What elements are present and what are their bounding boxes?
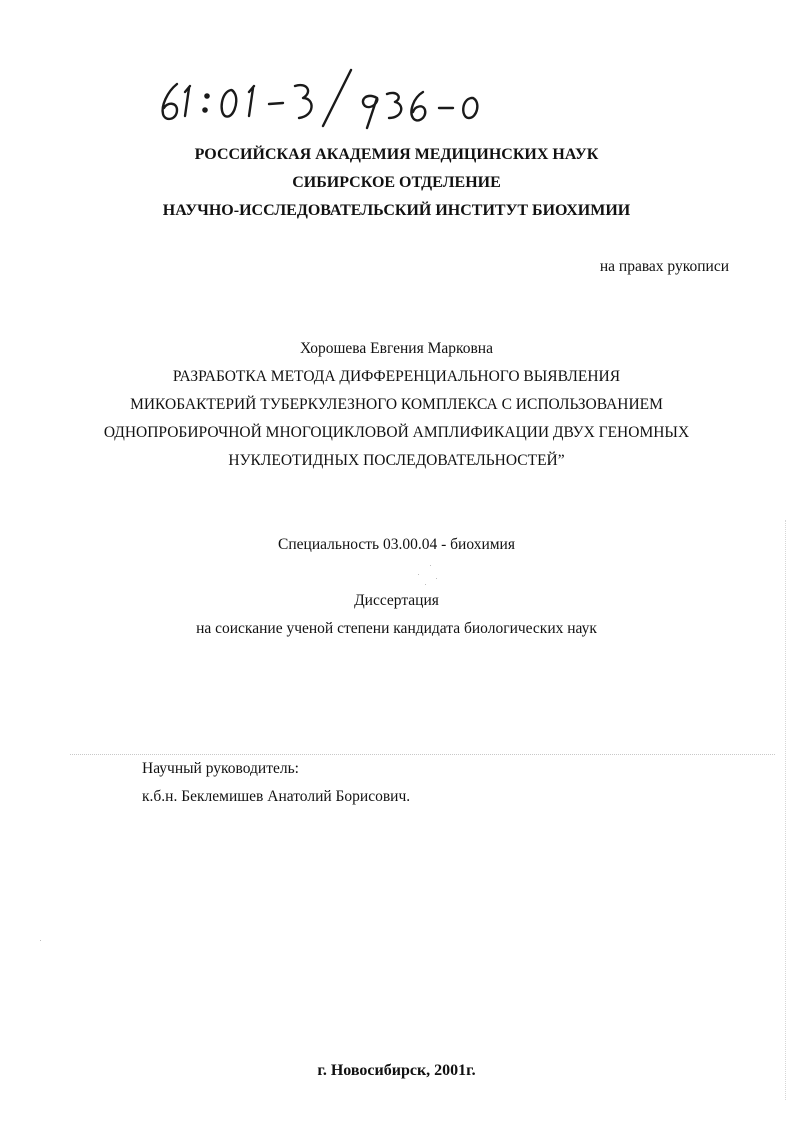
header-institute: НАУЧНО-ИССЛЕДОВАТЕЛЬСКИЙ ИНСТИТУТ БИОХИМИИ (162, 202, 631, 219)
header-branch: СИБИРСКОЕ ОТДЕЛЕНИЕ (292, 174, 501, 191)
handwritten-archive-number (155, 62, 495, 142)
supervisor-label: Научный руководитель: (142, 760, 299, 777)
title-line-3: ОДНОПРОБИРОЧНОЙ МНОГОЦИКЛОВОЙ АМПЛИФИКАЦИИ ДВУХ ГЕНОМНЫХ (103, 424, 690, 441)
scan-speck (425, 584, 426, 585)
scan-edge-artifact (785, 520, 787, 1100)
title-line-4: НУКЛЕОТИДНЫХ ПОСЛЕДОВАТЕЛЬНОСТЕЙ” (228, 452, 565, 469)
city-year: г. Новосибирск, 2001г. (317, 1062, 476, 1079)
rights-note: на правах рукописи (599, 258, 729, 275)
dissertation-label: Диссертация (354, 592, 439, 609)
scan-speck (430, 565, 431, 566)
header-academy: РОССИЙСКАЯ АКАДЕМИЯ МЕДИЦИНСКИХ НАУК (194, 146, 599, 163)
scan-speck (436, 578, 437, 579)
scan-speck (40, 940, 41, 941)
title-line-1: РАЗРАБОТКА МЕТОДА ДИФФЕРЕНЦИАЛЬНОГО ВЫЯВЛЕНИЯ (172, 368, 621, 385)
supervisor-name: к.б.н. Беклемишев Анатолий Борисович. (142, 788, 411, 805)
scan-speck (418, 574, 419, 575)
author-name: Хорошева Евгения Марковна (300, 340, 493, 357)
degree-statement: на соискание ученой степени кандидата биологических наук (196, 620, 597, 637)
title-line-2: МИКОБАКТЕРИЙ ТУБЕРКУЛЕЗНОГО КОМПЛЕКСА С ИСПОЛЬЗОВАНИЕМ (130, 396, 663, 413)
specialty: Специальность 03.00.04 - биохимия (278, 536, 515, 553)
scan-artifact-line (70, 754, 775, 755)
